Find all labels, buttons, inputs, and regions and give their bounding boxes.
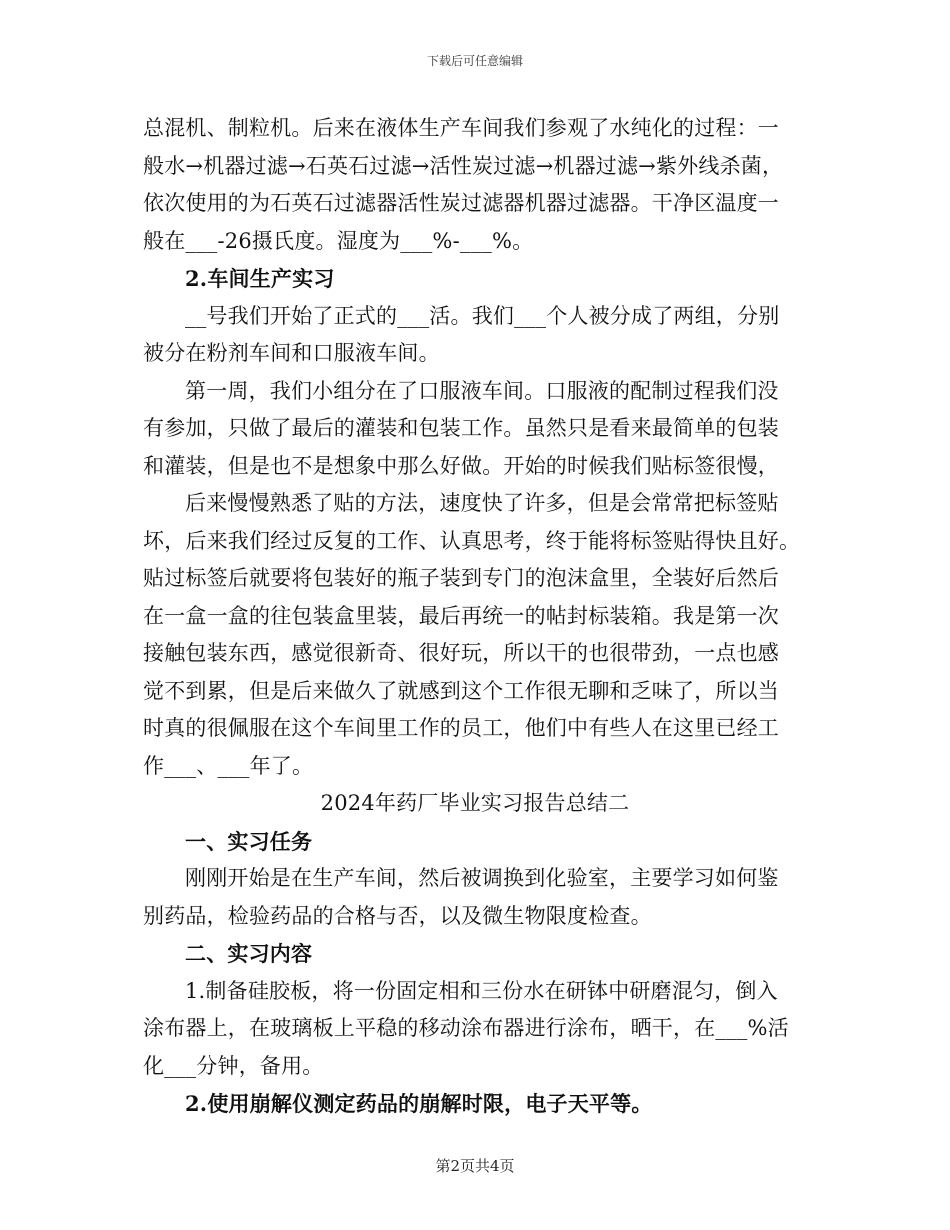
- page-number: 第2页共4页: [435, 1157, 515, 1175]
- paragraph-line: 化___分钟，备用。: [143, 1053, 324, 1078]
- paragraph-line: 觉不到累，但是后来做久了就感到这个工作很无聊和乏味了，所以当: [143, 678, 779, 703]
- page-header-note: 下载后可任意编辑: [426, 54, 523, 68]
- paragraph-line: 般水→机器过滤→石英石过滤→活性炭过滤→机器过滤→紫外线杀菌，: [143, 153, 784, 178]
- paragraph-line: 般在___-26摄氏度。湿度为___%-___%。: [143, 228, 534, 253]
- paragraph-line: 别药品，检验药品的合格与否，以及微生物限度检查。: [143, 903, 652, 928]
- paragraph-line: 在一盒一盒的往包装盒里装，最后再统一的帖封标装箱。我是第一次: [143, 603, 779, 628]
- paragraph-line: __号我们开始了正式的___活。我们___个人被分成了两组，分别: [185, 303, 780, 328]
- paragraph-line: 被分在粉剂车间和口服液车间。: [143, 341, 440, 365]
- paragraph-line: 1.制备硅胶板，将一份固定相和三份水在研钵中研磨混匀，倒入: [185, 978, 778, 1003]
- paragraph-line: 和灌装，但是也不是想象中那么好做。开始的时候我们贴标签很慢，: [143, 453, 779, 478]
- document-body: [143, 110, 807, 1123]
- section-heading-workshop-practice: 2.车间生产实习: [185, 266, 335, 291]
- paragraph-line: 坏，后来我们经过反复的工作、认真思考，终于能将标签贴得快且好。: [143, 528, 801, 553]
- paragraph-line: 涂布器上，在玻璃板上平稳的移动涂布器进行涂布，晒干，在___%活: [143, 1016, 789, 1040]
- paragraph-line: 总混机、制粒机。后来在液体生产车间我们参观了水纯化的过程：一: [143, 116, 779, 140]
- section-heading-internship-content: 二、实习内容: [185, 941, 313, 966]
- paragraph-line: 有参加，只做了最后的灌装和包装工作。虽然只是看来最简单的包装: [143, 416, 779, 440]
- paragraph-line: 贴过标签后就要将包装好的瓶子装到专门的泡沫盒里，全装好后然后: [143, 566, 779, 590]
- section-heading-internship-task: 一、实习任务: [185, 828, 313, 854]
- report-title: 2024年药厂毕业实习报告总结二: [320, 791, 630, 815]
- paragraph-line: 第一周，我们小组分在了口服液车间。口服液的配制过程我们没: [185, 378, 779, 403]
- paragraph-line: 接触包装东西，感觉很新奇、很好玩，所以干的也很带劲，一点也感: [143, 641, 779, 665]
- paragraph-line: 依次使用的为石英石过滤器活性炭过滤器机器过滤器。干净区温度一: [143, 191, 779, 215]
- paragraph-line: 时真的很佩服在这个车间里工作的员工，他们中有些人在这里已经工: [143, 716, 779, 740]
- section-heading-disintegration-test: 2.使用崩解仪测定药品的崩解时限，电子天平等。: [185, 1091, 653, 1116]
- paragraph-line: 刚刚开始是在生产车间，然后被调换到化验室，主要学习如何鉴: [185, 866, 779, 890]
- paragraph-line: 作___、___年了。: [143, 753, 314, 778]
- paragraph-line: 后来慢慢熟悉了贴的方法，速度快了许多，但是会常常把标签贴: [185, 491, 779, 515]
